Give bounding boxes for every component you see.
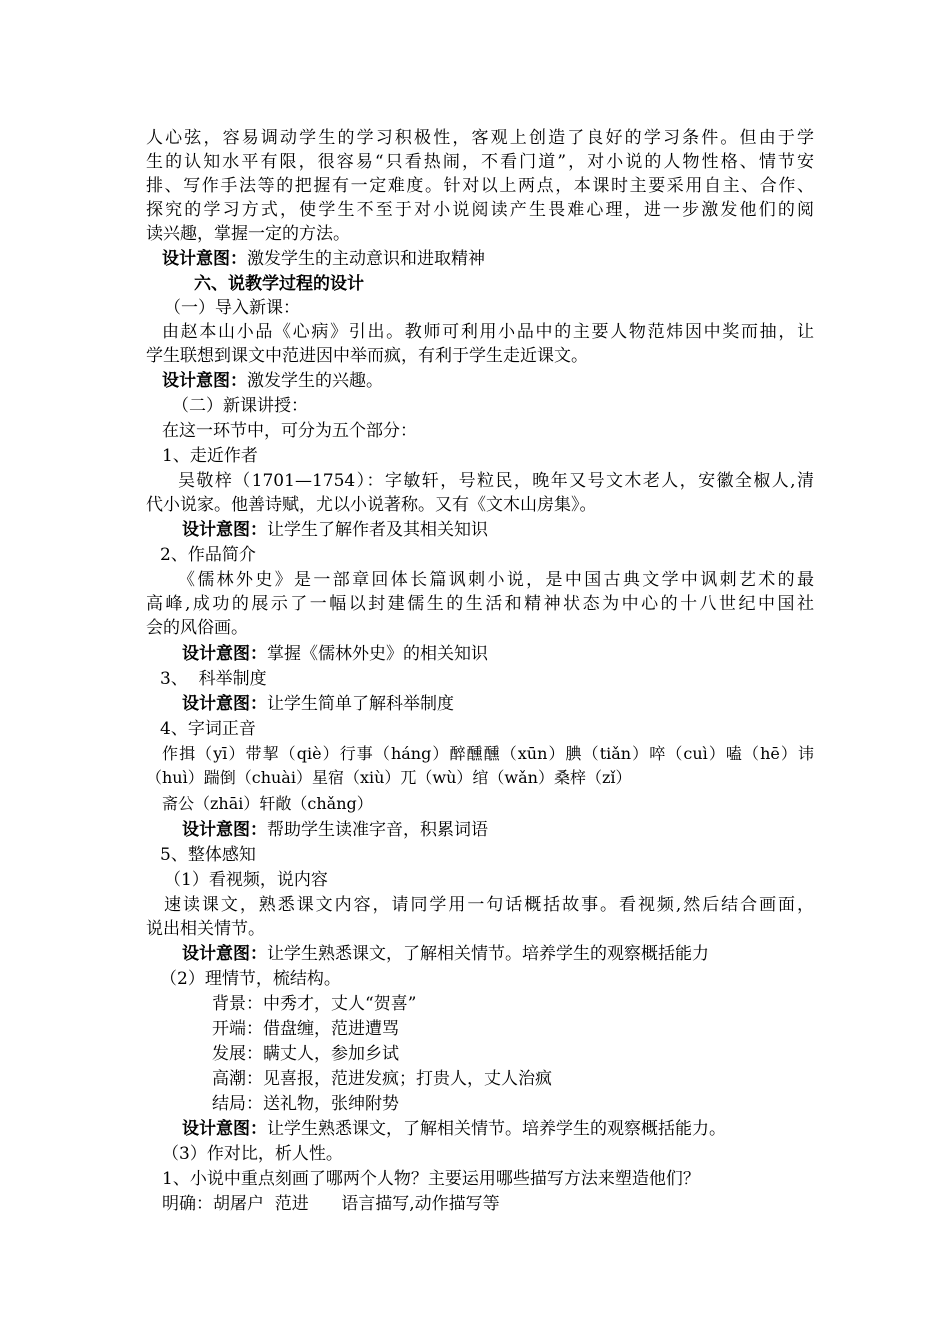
paragraph-line: 生的认知水平有限，很容易“只看热闹，不看门道”，对小说的人物性格、情节安: [146, 152, 814, 172]
design-intent-label: 设计意图：: [162, 371, 247, 391]
plot-stage-line: 开端：借盘缠，范进遭骂: [212, 1019, 399, 1039]
plot-stage-line: 高潮：见喜报，范进发疯；打贵人，丈人治疯: [212, 1069, 552, 1089]
design-intent-line: [182, 942, 709, 966]
subitem-heading: （1）看视频，说内容: [164, 870, 328, 890]
design-intent-line: [182, 1117, 726, 1141]
pinyin-line: 作揖（yī）带挈（qiè）行事（háng）醉醺醺（xūn）腆（tiǎn）啐（cuì）嗑（hē）讳: [162, 744, 814, 763]
paragraph-line: 说出相关情节。: [146, 919, 265, 939]
pinyin-line: 斋公（zhāi）轩敞（chǎng）: [162, 794, 373, 813]
paragraph-line: 排、写作手法等的把握有一定难度。针对以上两点，本课时主要采用自主、合作、: [146, 176, 814, 196]
paragraph-line: 由赵本山小品《心病》引出。教师可利用小品中的主要人物范炜因中奖而抽，让: [162, 322, 814, 342]
plot-stage-line: 结局：送礼物，张绅附势: [212, 1094, 399, 1114]
item-heading: 3、 科举制度: [160, 669, 267, 689]
design-intent-line: [182, 518, 488, 542]
subsection-heading: （一）导入新课：: [164, 298, 300, 318]
design-intent-line: [162, 369, 383, 393]
design-intent-line: [182, 818, 488, 842]
subitem-heading: （3）作对比，析人性。: [162, 1144, 343, 1164]
design-intent-text: 让学生熟悉课文，了解相关情节。培养学生的观察概括能力: [267, 944, 709, 964]
question-line: 1、小说中重点刻画了哪两个人物？主要运用哪些描写方法来塑造他们？: [162, 1169, 700, 1189]
subitem-heading: （2）理情节，梳结构。: [160, 969, 341, 989]
item-heading: 2、作品简介: [160, 545, 256, 565]
pinyin-line: （huì）踹倒（chuài）星宿（xiù）兀（wù）绾（wǎn）桑梓（zǐ）: [146, 768, 632, 787]
design-intent-text: 激发学生的兴趣。: [247, 371, 383, 391]
design-intent-text: 让学生简单了解科举制度: [267, 694, 454, 714]
design-intent-label: 设计意图：: [182, 820, 267, 840]
paragraph-line: 《儒林外史》是一部章回体长篇讽刺小说，是中国古典文学中讽刺艺术的最: [178, 570, 814, 590]
design-intent-line: [182, 692, 454, 716]
subsection-heading: （二）新课讲授：: [172, 396, 308, 416]
design-intent-text: 让学生熟悉课文，了解相关情节。培养学生的观察概括能力。: [267, 1119, 726, 1139]
design-intent-label: 设计意图：: [182, 520, 267, 540]
section-heading: 六、说教学过程的设计: [194, 274, 364, 294]
paragraph-line: 探究的学习方式，使学生不至于对小说阅读产生畏难心理，进一步激发他们的阅: [146, 200, 814, 220]
paragraph-line: 速读课文，熟悉课文内容，请同学用一句话概括故事。看视频,然后结合画面，: [164, 895, 814, 915]
design-intent-label: 设计意图：: [182, 1119, 267, 1139]
design-intent-text: 让学生了解作者及其相关知识: [267, 520, 488, 540]
design-intent-label: 设计意图：: [182, 944, 267, 964]
answer-line: 明确：胡屠户 范进 语言描写,动作描写等: [162, 1194, 500, 1214]
plot-stage-line: 背景：中秀才，丈人“贺喜”: [212, 994, 417, 1014]
design-intent-label: 设计意图：: [182, 644, 267, 664]
item-heading: 1、走近作者: [162, 446, 258, 466]
paragraph-line: 读兴趣，掌握一定的方法。: [146, 224, 350, 244]
paragraph-line: 高峰,成功的展示了一幅以封建儒生的生活和精神状态为中心的十八世纪中国社: [146, 594, 814, 614]
design-intent-line: [182, 642, 488, 666]
design-intent-text: 掌握《儒林外史》的相关知识: [267, 644, 488, 664]
design-intent-label: 设计意图：: [162, 249, 247, 269]
design-intent-label: 设计意图：: [182, 694, 267, 714]
design-intent-text: 帮助学生读准字音，积累词语: [267, 820, 488, 840]
paragraph-line: 会的风俗画。: [146, 618, 248, 638]
paragraph-line: 吴敬梓（1701—1754）：字敏轩，号粒民，晚年又号文木老人，安徽全椒人,清: [178, 471, 814, 491]
item-heading: 5、整体感知: [160, 845, 256, 865]
paragraph-line: 人心弦，容易调动学生的学习积极性，客观上创造了良好的学习条件。但由于学: [146, 128, 814, 148]
design-intent-line: [162, 247, 485, 271]
paragraph-line: 在这一环节中，可分为五个部分：: [162, 421, 417, 441]
item-heading: 4、字词正音: [160, 719, 256, 739]
paragraph-line: 代小说家。他善诗赋，尤以小说著称。又有《文木山房集》。: [146, 495, 597, 515]
plot-stage-line: 发展：瞒丈人，参加乡试: [212, 1044, 399, 1064]
design-intent-text: 激发学生的主动意识和进取精神: [247, 249, 485, 269]
paragraph-line: 学生联想到课文中范进因中举而疯，有利于学生走近课文。: [146, 346, 588, 366]
